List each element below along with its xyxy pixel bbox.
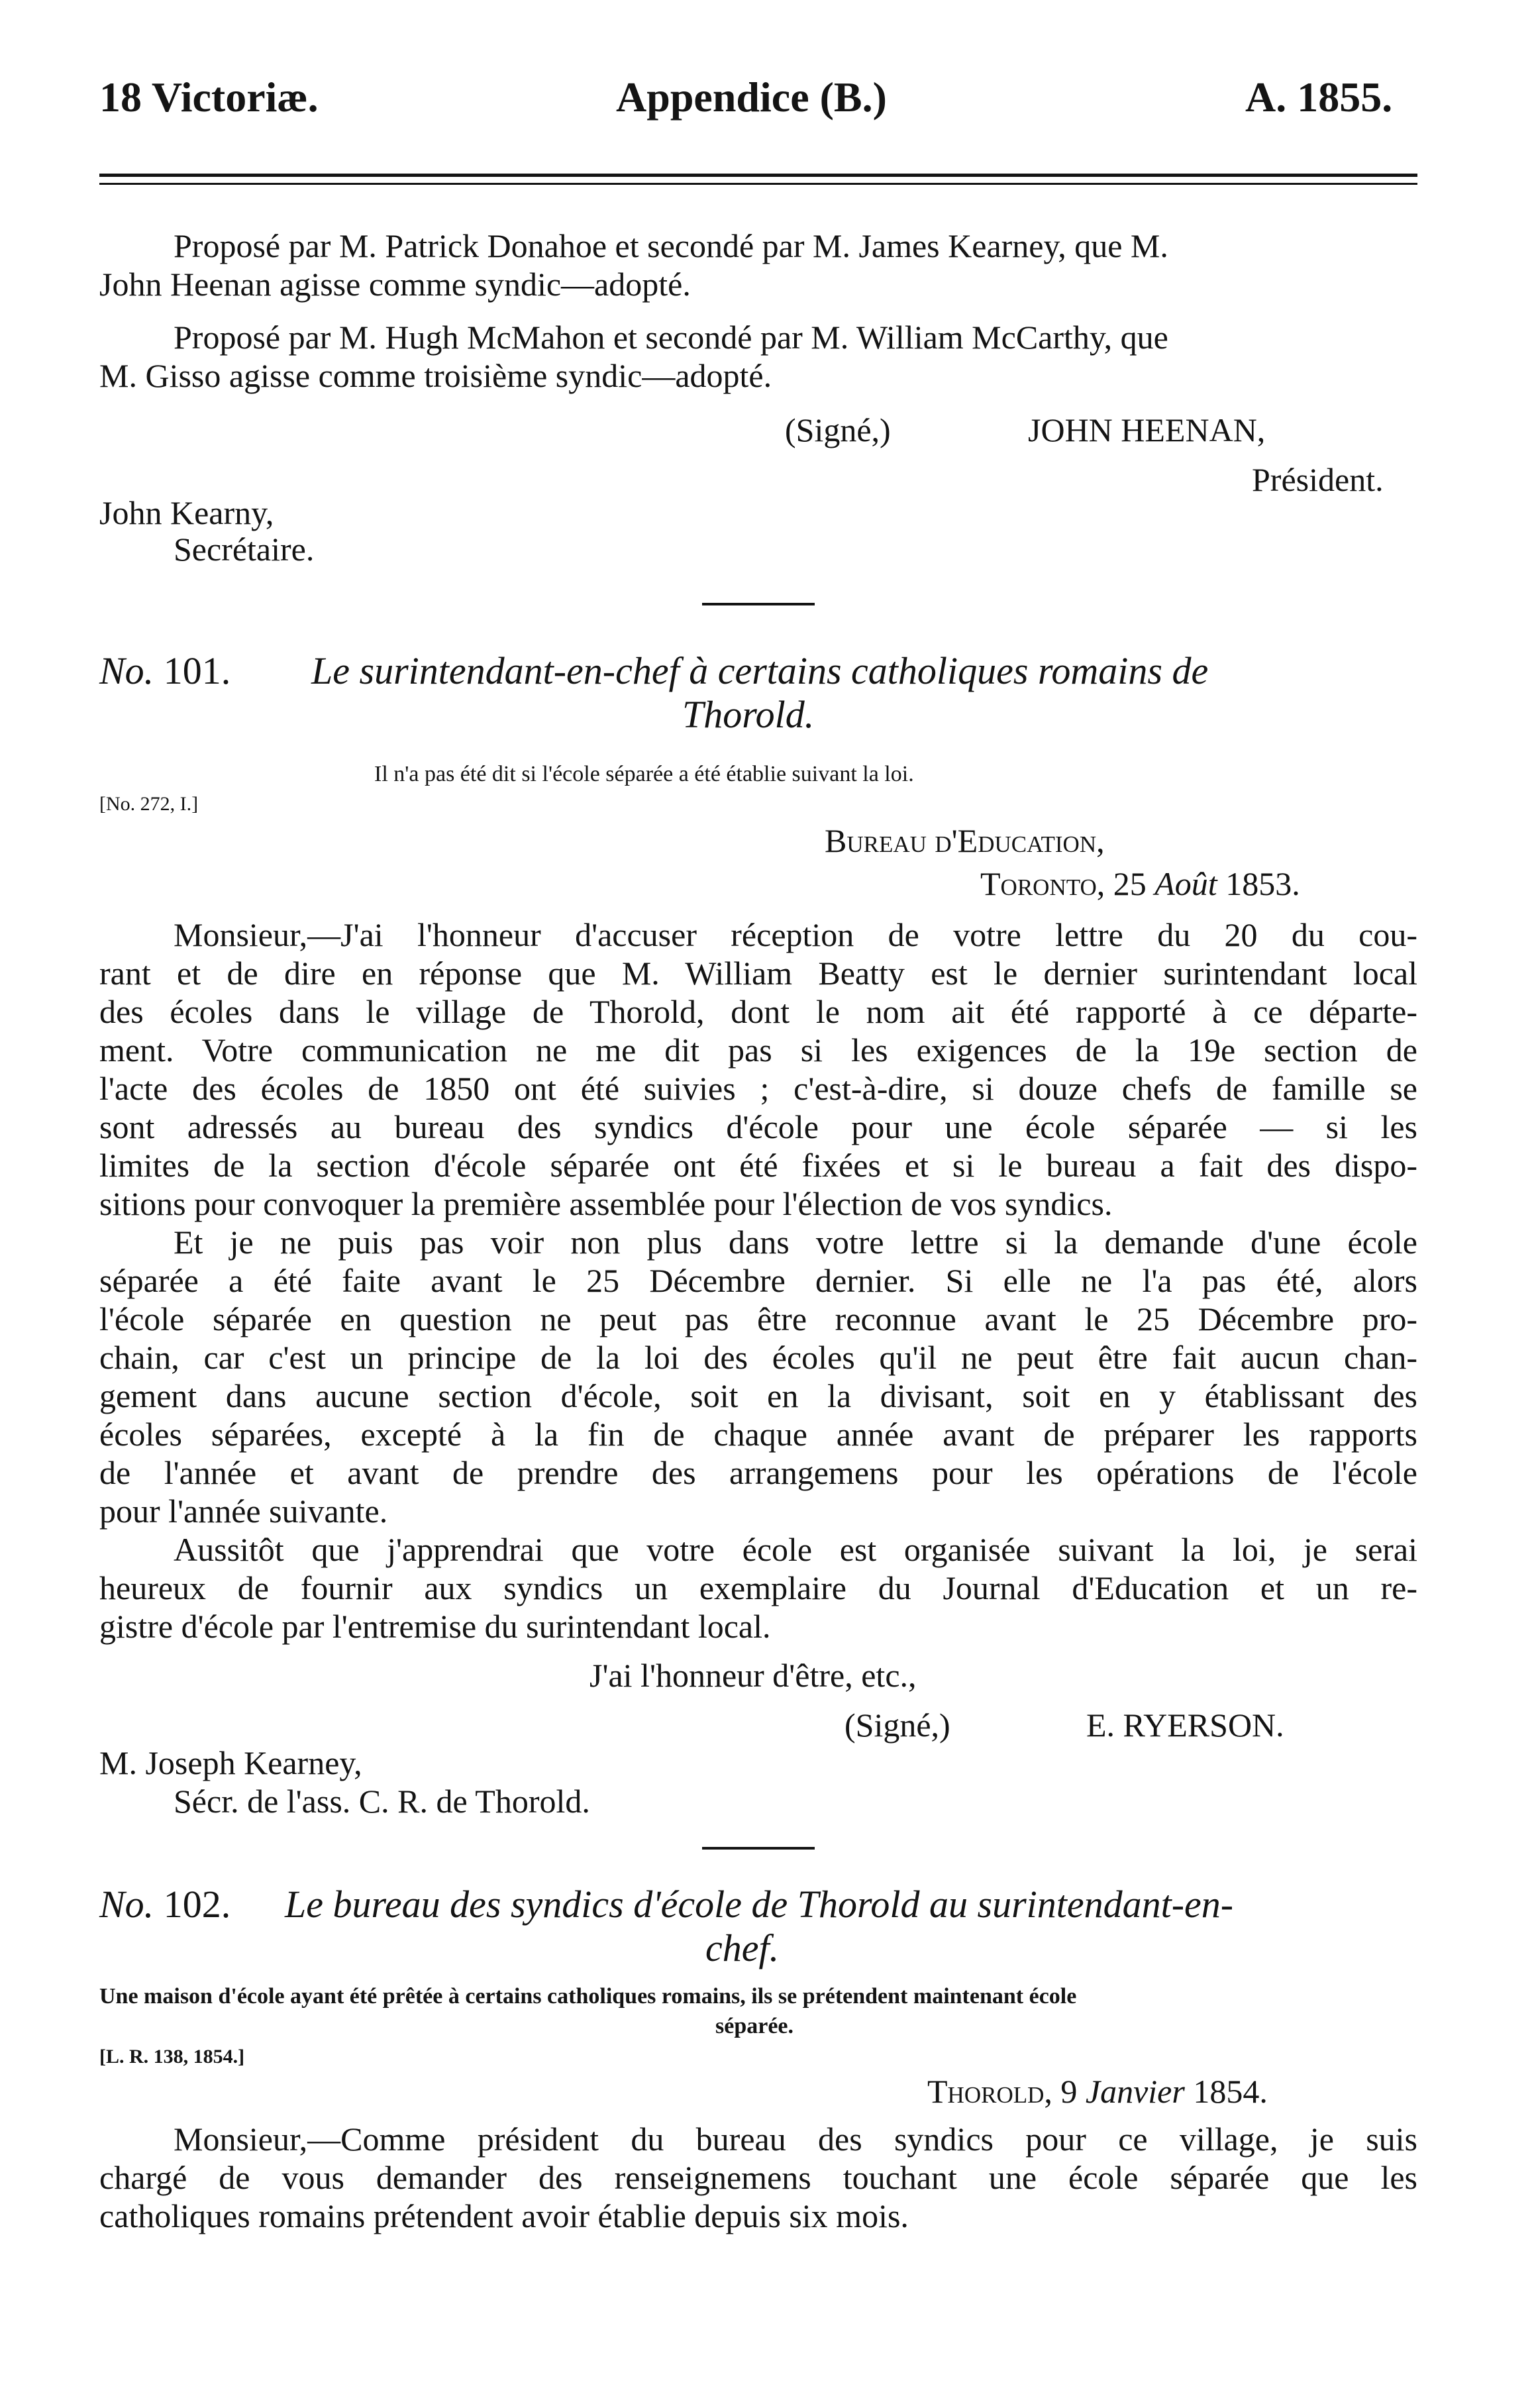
doc-102-place-day: Thorold, 9 bbox=[927, 2073, 1078, 2110]
doc-102-title-line-1: Le bureau des syndics d'école de Thorold au surintendant-en- bbox=[285, 1883, 1234, 1926]
secretary-title: Secrétaire. bbox=[174, 531, 315, 568]
doc-101-body-line: heureux de fournir aux syndics un exemplaire du Journal d'Education et un re- bbox=[99, 1569, 1417, 1606]
doc-101-summary: Il n'a pas été dit si l'école séparée a été établie suivant la loi. bbox=[374, 762, 914, 786]
doc-101-number: 101. bbox=[163, 649, 231, 692]
doc-102-heading bbox=[99, 1883, 230, 1926]
doc-101-body-line: Aussitôt que j'apprendrai que votre école est organisée suivant la loi, je serai bbox=[174, 1531, 1417, 1568]
signer-name: JOHN HEENAN, bbox=[1028, 411, 1266, 448]
doc-101-body-line: séparée a été faite avant le 25 Décembre dernier. Si elle ne l'a pas été, alors bbox=[99, 1262, 1417, 1299]
doc-102-month: Janvier bbox=[1085, 2073, 1185, 2110]
doc-101-body-line: pour l'année suivante. bbox=[99, 1492, 388, 1530]
doc-101-place-date bbox=[980, 864, 1300, 903]
section-separator bbox=[702, 1847, 815, 1850]
doc-101-addressee-line-1: M. Joseph Kearney, bbox=[99, 1744, 362, 1781]
doc-101-office: Bureau d'Education, bbox=[825, 822, 1105, 859]
doc-101-body-line: sont adressés au bureau des syndics d'école pour une école séparée — si les bbox=[99, 1108, 1417, 1145]
header-rule-top bbox=[99, 174, 1417, 177]
secretary-name: John Kearny, bbox=[99, 494, 274, 531]
doc-101-no-label: No. bbox=[99, 649, 154, 692]
motion-1-line-2: John Heenan agisse comme syndic—adopté. bbox=[99, 266, 691, 303]
doc-102-summary-line-2: séparée. bbox=[715, 2014, 794, 2038]
doc-101-reference: [No. 272, I.] bbox=[99, 793, 199, 815]
header-rule-bottom bbox=[99, 183, 1417, 185]
doc-102-summary-line-1: Une maison d'école ayant été prêtée à certains catholiques romains, ils se prétendent maintenant école bbox=[99, 1984, 1077, 2009]
section-separator bbox=[702, 603, 815, 605]
doc-102-body-line: chargé de vous demander des renseignemens touchant une école séparée que les bbox=[99, 2159, 1417, 2196]
doc-102-body-line: Monsieur,—Comme président du bureau des syndics pour ce village, je suis bbox=[174, 2120, 1417, 2158]
doc-101-body-line: des écoles dans le village de Thorold, dont le nom ait été rapporté à ce départe- bbox=[99, 993, 1417, 1030]
doc-101-month: Août bbox=[1154, 865, 1217, 902]
doc-101-body-line: rant et de dire en réponse que M. William Beatty est le dernier surintendant local bbox=[99, 955, 1417, 992]
doc-102-body-line: catholiques romains prétendent avoir établie depuis six mois. bbox=[99, 2197, 909, 2234]
doc-102-reference: [L. R. 138, 1854.] bbox=[99, 2046, 245, 2068]
motion-2-line-1: Proposé par M. Hugh McMahon et secondé par M. William McCarthy, que bbox=[174, 319, 1168, 356]
doc-102-number: 102. bbox=[163, 1883, 231, 1926]
doc-101-body bbox=[99, 916, 1417, 1646]
doc-101-body-line: l'école séparée en question ne peut pas être reconnue avant le 25 Décembre pro- bbox=[99, 1300, 1417, 1337]
doc-101-heading bbox=[99, 649, 230, 693]
doc-101-signer: E. RYERSON. bbox=[1086, 1706, 1284, 1744]
header-appendix: Appendice (B.) bbox=[616, 74, 887, 121]
doc-101-signature-mark: (Signé,) bbox=[844, 1706, 950, 1744]
doc-101-year: 1853. bbox=[1225, 865, 1300, 902]
doc-101-body-line: Monsieur,—J'ai l'honneur d'accuser réception de votre lettre du 20 du cou- bbox=[174, 916, 1417, 953]
doc-101-closing: J'ai l'honneur d'être, etc., bbox=[589, 1657, 917, 1694]
doc-101-place-day: Toronto, 25 bbox=[980, 865, 1147, 902]
doc-101-body-line: limites de la section d'école séparée ont été fixées et si le bureau a fait des dispo- bbox=[99, 1147, 1417, 1184]
doc-102-place-date bbox=[927, 2072, 1268, 2111]
motion-1-line-1: Proposé par M. Patrick Donahoe et secondé par M. James Kearney, que M. bbox=[174, 227, 1168, 264]
doc-102-title-line-2: chef. bbox=[705, 1926, 780, 1969]
signature-mark: (Signé,) bbox=[785, 411, 891, 448]
doc-102-body bbox=[99, 2120, 1417, 2235]
doc-102-year: 1854. bbox=[1193, 2073, 1268, 2110]
signer-title: Président. bbox=[1252, 461, 1384, 498]
doc-101-body-line: chain, car c'est un principe de la loi des écoles qu'il ne peut être fait aucun chan- bbox=[99, 1339, 1417, 1376]
doc-101-body-line: sitions pour convoquer la première assemblée pour l'élection de vos syndics. bbox=[99, 1185, 1113, 1222]
doc-101-body-line: l'acte des écoles de 1850 ont été suivies ; c'est-à-dire, si douze chefs de famille se bbox=[99, 1070, 1417, 1107]
motion-2-line-2: M. Gisso agisse comme troisième syndic—adopté. bbox=[99, 357, 772, 394]
doc-101-addressee-line-2: Sécr. de l'ass. C. R. de Thorold. bbox=[174, 1783, 590, 1820]
header-year: A. 1855. bbox=[1245, 74, 1393, 121]
doc-102-no-label: No. bbox=[99, 1883, 154, 1926]
header-volume: 18 Victoriæ. bbox=[99, 74, 319, 121]
doc-101-body-line: écoles séparées, excepté à la fin de chaque année avant de préparer les rapports bbox=[99, 1416, 1417, 1453]
doc-101-body-line: Et je ne puis pas voir non plus dans votre lettre si la demande d'une école bbox=[174, 1224, 1417, 1261]
doc-101-body-line: de l'année et avant de prendre des arrangemens pour les opérations de l'école bbox=[99, 1454, 1417, 1491]
doc-101-body-line: gistre d'école par l'entremise du surintendant local. bbox=[99, 1608, 771, 1645]
doc-101-title-line-1: Le surintendant-en-chef à certains catholiques romains de bbox=[311, 649, 1209, 692]
doc-101-body-line: ment. Votre communication ne me dit pas si les exigences de la 19e section de bbox=[99, 1031, 1417, 1069]
doc-101-body-line: gement dans aucune section d'école, soit en la divisant, soit en y établissant des bbox=[99, 1377, 1417, 1414]
doc-101-title-line-2: Thorold. bbox=[682, 693, 815, 736]
